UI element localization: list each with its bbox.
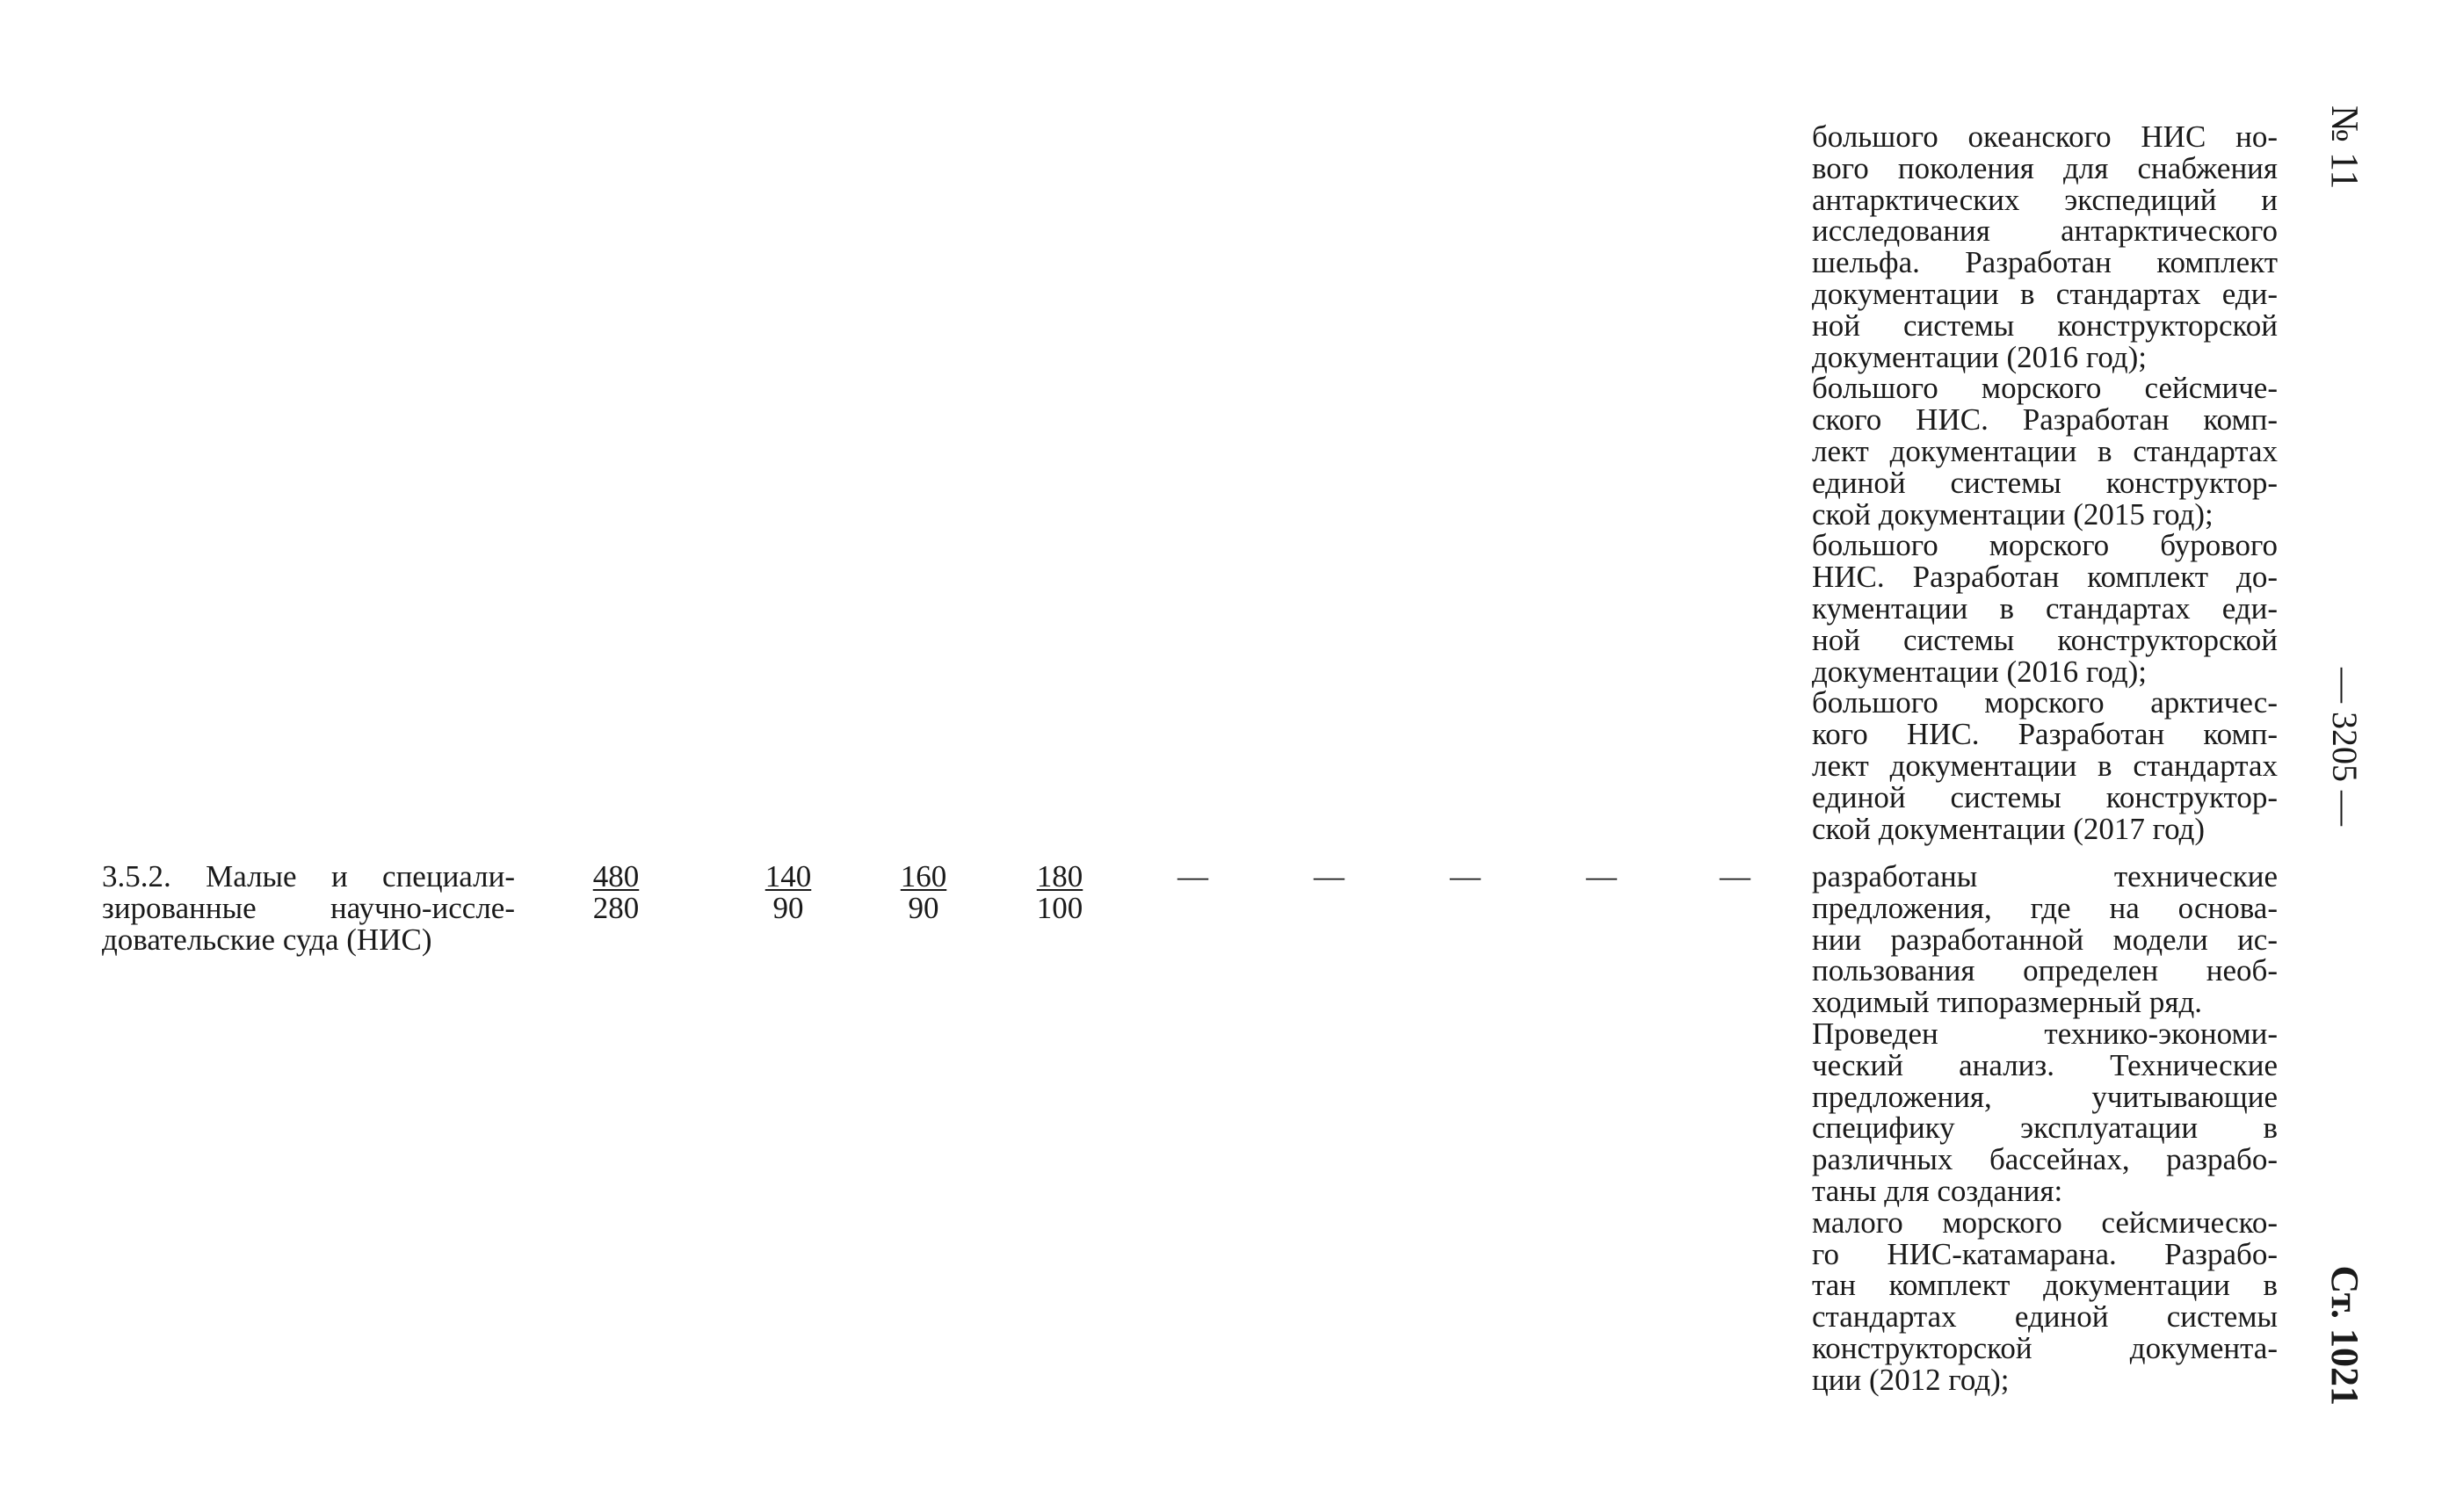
document-number: — 3205 — — [2325, 668, 2365, 826]
empty-cell-dash: — — [1720, 859, 1750, 893]
value-numerator: 140 — [764, 859, 812, 893]
text-line: ческий анализ. Технические — [1812, 1047, 2278, 1082]
text-line: довательские суда (НИС) — [102, 922, 432, 957]
text-line: ского НИС. Разработан комп- — [1812, 402, 2278, 438]
text-line: ской документации (2015 год); — [1812, 496, 2214, 532]
text-line: разработаны технические — [1812, 859, 2278, 893]
text-line: специфику эксплуатации в — [1812, 1110, 2278, 1146]
empty-cell-dash: — — [1314, 859, 1344, 893]
value-denominator: 90 — [772, 890, 804, 925]
text-line: ции (2012 год); — [1812, 1362, 2010, 1397]
value-cell — [759, 861, 817, 924]
value-cell — [1031, 861, 1089, 924]
row-description — [1812, 861, 2278, 1396]
value-numerator: 180 — [1036, 859, 1083, 893]
text-line: нии разработанной модели ис- — [1812, 922, 2278, 957]
text-line: шельфа. Разработан комплект — [1812, 245, 2278, 280]
text-line: ной системы конструкторской — [1812, 307, 2278, 343]
value-numerator: 160 — [900, 859, 947, 893]
text-line: антарктических экспедиций и — [1812, 182, 2278, 217]
text-line: большого морского бурового — [1812, 528, 2278, 563]
text-line: различных бассейнах, разрабо- — [1812, 1142, 2278, 1177]
issue-number: № 11 — [2323, 105, 2366, 190]
text-line: ной системы конструкторской — [1812, 622, 2278, 657]
continued-description — [1812, 121, 2278, 844]
text-line: единой системы конструктор- — [1812, 779, 2278, 814]
text-line: документации (2016 год); — [1812, 339, 2148, 374]
text-line: большого морского арктичес- — [1812, 685, 2278, 720]
text-line: го НИС-катамарана. Разрабо- — [1812, 1236, 2278, 1271]
value-denominator: 90 — [908, 890, 939, 925]
text-line: ской документации (2017 год) — [1812, 811, 2206, 846]
text-line: кого НИС. Разработан комп- — [1812, 717, 2278, 752]
running-header — [2316, 105, 2369, 1406]
text-line: ходимый типоразмерный ряд. — [1812, 985, 2203, 1020]
text-line: предложения, где на основа- — [1812, 890, 2278, 925]
text-line: стандартах единой системы — [1812, 1299, 2278, 1335]
article-number: Ст. 1021 — [2323, 1265, 2366, 1406]
empty-cell-dash: — — [1450, 859, 1481, 893]
empty-cell-dash: — — [1586, 859, 1617, 893]
text-line: большого морского сейсмиче- — [1812, 371, 2278, 406]
value-cell — [587, 861, 645, 924]
text-line: лект документации в стандартах — [1812, 748, 2278, 783]
text-line: таны для создания: — [1812, 1173, 2063, 1208]
text-line: Проведен технико-экономи- — [1812, 1016, 2278, 1051]
value-numerator: 480 — [592, 859, 640, 893]
text-line: 3.5.2. Малые и специали- — [102, 859, 515, 893]
text-line: НИС. Разработан комплект до- — [1812, 560, 2278, 595]
text-line: исследования антарктического — [1812, 213, 2278, 249]
empty-cell-dash: — — [1177, 859, 1208, 893]
text-line: документации (2016 год); — [1812, 654, 2148, 689]
text-line: документации в стандартах еди- — [1812, 276, 2278, 311]
row-label — [102, 861, 515, 955]
text-line: кументации в стандартах еди- — [1812, 590, 2278, 626]
value-denominator: 280 — [592, 890, 640, 925]
text-line: тан комплект документации в — [1812, 1268, 2278, 1303]
text-line: единой системы конструктор- — [1812, 465, 2278, 500]
text-line: предложения, учитывающие — [1812, 1079, 2278, 1114]
text-line: вого поколения для снабжения — [1812, 150, 2278, 185]
text-line: большого океанского НИС но- — [1812, 119, 2278, 154]
value-cell — [895, 861, 953, 924]
text-line: конструкторской документа- — [1812, 1330, 2278, 1365]
text-line: зированные научно-иссле- — [102, 890, 515, 925]
text-line: пользования определен необ- — [1812, 953, 2278, 988]
value-denominator: 100 — [1036, 890, 1083, 925]
text-line: малого морского сейсмическо- — [1812, 1205, 2278, 1240]
text-line: лект документации в стандартах — [1812, 433, 2278, 468]
